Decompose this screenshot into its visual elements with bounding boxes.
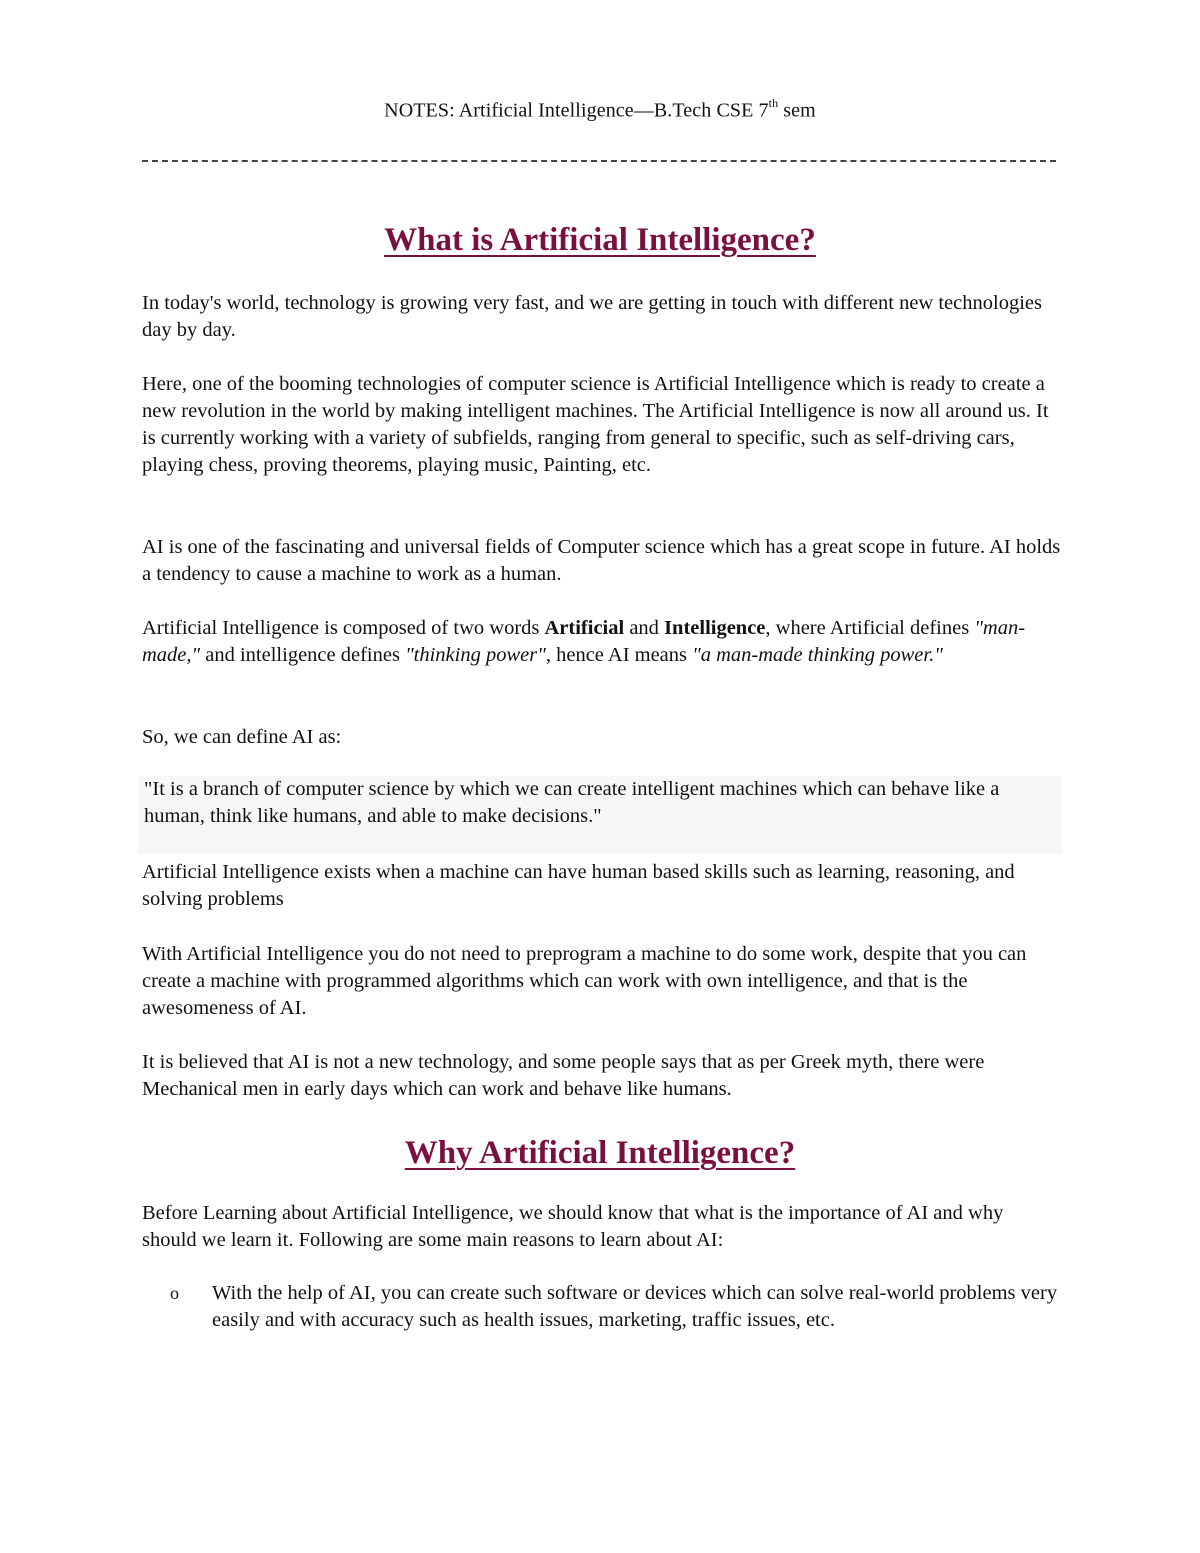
- list-item-text: With the help of AI, you can create such software or devices which can solve real-world problems very easily and with accuracy such as health issues, marketing, traffic issues, etc.: [212, 1282, 1058, 1331]
- term-intelligence: Intelligence: [664, 617, 766, 639]
- section-title-what-is-ai: What is Artificial Intelligence?: [384, 222, 816, 258]
- section-title-why-ai: Why Artificial Intelligence?: [404, 1135, 796, 1171]
- header-text: NOTES: Artificial Intelligence—B.Tech CSE 7: [384, 99, 769, 122]
- bullet-circle-icon: o: [170, 1283, 179, 1303]
- paragraph-before-learning: Before Learning about Artificial Intelligence, we should know that what is the importance of AI and why should we learn it. Following are some main reasons to learn about AI:: [142, 1202, 1004, 1251]
- term-artificial: Artificial: [544, 617, 625, 639]
- paragraph-greek-myth: It is believed that AI is not a new technology, and some people says that as per Greek myth, there were Mechanical men in early days which can work and behave like humans.: [142, 1051, 985, 1100]
- definition-ai: "a man-made thinking power.": [692, 644, 943, 666]
- paragraph-define-ai: So, we can define AI as:: [142, 726, 342, 748]
- paragraph-preprogram: With Artificial Intelligence you do not need to preprogram a machine to do some work, despite that you can create a machine with programmed algorithms which can work with own intelligence, and that is the awesomeness of AI.: [142, 943, 1027, 1019]
- quote-text: "It is a branch of computer science by which we can create intelligent machines which can behave like a human, think like humans, and able to make decisions.": [144, 778, 1000, 827]
- header-suffix: sem: [778, 99, 816, 122]
- paragraph-intro: In today's world, technology is growing very fast, and we are getting in touch with different new technologies day by day.: [142, 292, 1042, 341]
- reasons-list: [142, 1280, 1062, 1334]
- dashed-divider: [142, 160, 1056, 162]
- paragraph-human-skills: Artificial Intelligence exists when a machine can have human based skills such as learning, reasoning, and solving problems: [142, 861, 1015, 910]
- paragraph-fascinating-field: AI is one of the fascinating and universal fields of Computer science which has a great scope in future. AI holds a tendency to cause a machine to work as a human.: [142, 536, 1061, 585]
- list-item: [142, 1280, 1062, 1334]
- definition-quote-block: [138, 776, 1062, 854]
- definition-man-made: "man-made,": [142, 617, 1026, 666]
- page-header: [0, 98, 1200, 123]
- header-superscript: th: [768, 96, 779, 110]
- paragraph-composed-of: Artificial Intelligence is composed of two words Artificial and Intelligence, where Artificial defines "man-made," and intelligence defines "thinking power", hence AI means "a man-made thinking power.": [142, 617, 1026, 666]
- paragraph-booming-tech: Here, one of the booming technologies of computer science is Artificial Intelligence which is ready to create a new revolution in the world by making intelligent machines. The Artificial Intelligence is now all around us. It is currently working with a variety of subfields, ranging from general to specific, such as self-driving cars, playing chess, proving theorems, playing music, Painting, etc.: [142, 373, 1049, 476]
- definition-thinking-power: "thinking power": [405, 644, 546, 666]
